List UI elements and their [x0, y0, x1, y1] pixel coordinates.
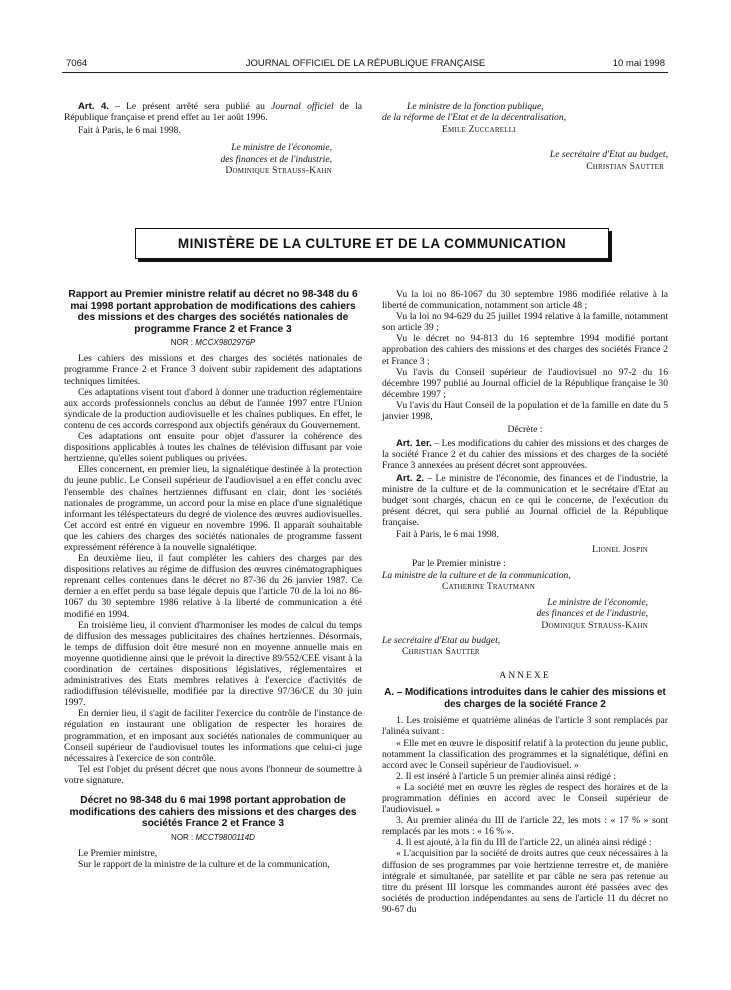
fait-a-paris: Fait à Paris, le 6 mai 1998. — [396, 528, 499, 540]
page-number: 7064 — [66, 58, 88, 69]
annexe-paragraph: « La société met en œuvre les règles de respect des horaires et de la programmation définies en accord avec le Conseil supérieur de l'audiovisuel. » — [382, 781, 668, 816]
signatory-title: Le ministre de la fonction publique, — [407, 101, 544, 112]
annexe-paragraph: « L'acquisition par la société de droits autres que ceux nécessaires à la diffusion de ses programmes par voie hertzienne terrestre et, de manière intégrale et simultanée, par satellite et par câble ne sera pas retenue au titre du présent III lorsque les commandes auront été passées avec des sociétés de production indépendantes au sens de l'article 11 du décret no 90-67 du — [382, 848, 668, 915]
paragraph: Ces adaptations visent tout d'abord à donner une traduction réglementaire aux accords professionnels conclus au début de l'année 1997 entre l'Union syndicale de la production audiovisuelle et les chaînes publiques. En effet, le contenu de ces accords correspond aux objectifs généraux du Gouvernement. — [64, 386, 362, 431]
decret-title: Décret no 98-348 du 6 mai 1998 portant approbation de modifications des cahiers des missions et des charges des sociétés France 2 et France 3 — [69, 795, 357, 830]
signatory-name: Lionel Jospin — [592, 544, 648, 556]
fait-a-paris: Fait à Paris, le 6 mai 1998. — [78, 125, 181, 137]
signatory-name: Catherine Trautmann — [442, 581, 535, 593]
signatory-title: des finances et de l'industrie, — [536, 608, 648, 620]
paragraph: Ces adaptations ont ensuite pour objet d'assurer la cohérence des dispositions applicables à toutes les chaînes de télévision diffusant par voie hertzienne, qu'elles soient publiques ou privées. — [64, 431, 362, 465]
signatory-title: Le secrétaire d'Etat au budget, — [382, 634, 501, 646]
issue-date: 10 mai 1998 — [612, 58, 665, 69]
signatory-name: Dominique Strauss-Kahn — [541, 619, 648, 631]
left-column — [64, 289, 362, 870]
signatory-title: Le ministre de l'économie, — [547, 596, 648, 608]
paragraph: En deuxième lieu, il faut compléter les cahiers des charges par des dispositions relatives au régime de diffusion des œuvres cinématographiques reprenant celles contenues dans le décret no 87-36 du 26 janvier 1987. Ce dernier a en effet perdu sa base légale depuis que l'article 70 de la loi no 86-1067 du 30 septembre 1986 relative à la liberté de communication a été modifié en 1994. — [64, 553, 362, 620]
annexe-body — [382, 715, 668, 915]
signatory-name: Emile Zuccarelli — [442, 123, 516, 135]
top-left-block — [64, 101, 362, 177]
journal-title: JOURNAL OFFICIEL DE LA RÉPUBLIQUE FRANÇAISE — [245, 58, 486, 69]
annexe-paragraph: « Elle met en œuvre le dispositif relatif à la protection du jeune public, notamment la classification des programmes et la signalétique, défini en accord avec le Conseil supérieur de l'audiovisuel. » — [382, 737, 668, 771]
right-column — [382, 289, 668, 915]
ministry-title: MINISTÈRE DE LA CULTURE ET DE LA COMMUNICATION — [135, 228, 609, 259]
signatory-title: Le ministre de l'économie, des finances et de l'industrie, — [220, 142, 332, 165]
signatory-title: de la réforme de l'Etat et de la décentralisation, — [382, 112, 567, 124]
visa-paragraph: Vu le décret no 94-813 du 16 septembre 1994 modifié portant approbation des cahiers des missions et des charges des sociétés France 2 et France 3 ; — [382, 333, 668, 367]
signatory-title: Le secrétaire d'Etat au budget, — [549, 149, 668, 161]
decret-nor: NOR : MCCT9800114D — [171, 832, 255, 842]
header-rule — [62, 72, 668, 73]
article-1: Art. 1er. – Les modifications du cahier des missions et des charges de la société France 2 et du cahier des missions et des charges de la société France 3 annexées au présent décret sont approuvées. — [382, 438, 668, 472]
visas — [382, 289, 668, 422]
paragraph: Elles concernent, en premier lieu, la signalétique destinée à la protection du jeune public. Le Conseil supérieur de l'audiovisuel a en effet conclu avec l'ensemble des chaînes hertziennes diffusant en clair, dont les sociétés nationales de programme, un accord pour la mise en place d'une signalétique informant les téléspectateurs du degré de violence des œuvres audiovisuelles. Cet accord est entré en vigueur en novembre 1996. Il apparaît souhaitable que les cahiers des charges des sociétés nationales de programme fassent expressément référence à la nouvelle signalétique. — [64, 464, 362, 553]
visa-paragraph: Vu la loi no 86-1067 du 30 septembre 1986 modifiée relative à la liberté de communication, notamment son article 48 ; — [382, 289, 668, 312]
rapport-nor: NOR : MCCX9802976P — [170, 338, 256, 348]
article-2: Art. 2. – Le ministre de l'économie, des finances et de l'industrie, la ministre de la culture et de la communication et le secrétaire d'Etat au budget sont chargés, chacun en ce qui le concerne, de l'exécution du présent décret, qui sera publié au Journal officiel de la République française. — [382, 472, 668, 528]
visa-paragraph: Vu l'avis du Conseil supérieur de l'audiovisuel no 97-2 du 16 décembre 1997 publié au Journal officiel de la République française le 30 décembre 1997 ; — [382, 366, 668, 400]
paragraph: En dernier lieu, il s'agit de faciliter l'exercice du contrôle de l'instance de régulation en instaurant une obligation de respecter les horaires de programmation, et en imposant aux sociétés nationales de communiquer au Conseil supérieur de l'audiovisuel toutes les informations que celui-ci juge nécessaires à l'exercice de son contrôle. — [64, 708, 362, 764]
paragraph: Sur le rapport de la ministre de la culture et de la communication, — [78, 858, 330, 870]
decrete: Décrète : — [507, 424, 543, 436]
annexe-paragraph: 3. Au premier alinéa du III de l'article 22, les mots : « 17 % » sont remplacés par les mots : « 16 % ». — [382, 815, 668, 838]
paragraph: En troisième lieu, il convient d'harmoniser les modes de calcul du temps de diffusion des messages publicitaires des chaînes hertziennes. Désormais, le temps de diffusion doit être mesuré non en moyenne annuelle mais en moyenne quotidienne ainsi que le prévoit la directive 89/552/CEE visant à la coordination de certaines dispositions législatives, réglementaires et administratives des Etats membres relatives à l'exercice d'activités de radiodiffusion télévisuelle, modifiée par la directive 97/36/CE du 30 juin 1997. — [64, 619, 362, 709]
article-4: Art. 4. – Le présent arrêté sera publié au Journal officiel de la République française et prend effet au 1er août 1996. — [64, 101, 362, 124]
par-premier-ministre: Par le Premier ministre : — [412, 558, 506, 570]
paragraph: Le Premier ministre, — [78, 847, 158, 859]
signatory-name: Christian Sautter — [586, 160, 664, 172]
paragraph: Tel est l'objet du présent décret que nous avons l'honneur de soumettre à votre signature. — [64, 763, 362, 786]
decret-body — [64, 848, 362, 870]
annexe-heading: ANNEXE — [499, 669, 551, 681]
signatory-title: La ministre de la culture et de la communication, — [382, 569, 571, 581]
top-right-block — [382, 101, 668, 172]
visa-paragraph: Vu l'avis du Haut Conseil de la population et de la famille en date du 5 janvier 1998, — [382, 399, 668, 423]
signatory-name: Christian Sautter — [402, 646, 480, 658]
annexe-paragraph: 1. Les troisième et quatrième alinéas de l'article 3 sont remplacés par l'alinéa suivant : — [382, 715, 668, 738]
visa-paragraph: Vu la loi no 94-629 du 25 juillet 1994 relative à la famille, notamment son article 39 ; — [382, 311, 668, 334]
annexe-paragraph: 4. Il est ajouté, à la fin du III de l'article 22, un alinéa ainsi rédigé : — [396, 837, 652, 849]
annexe-a-title: A. – Modifications introduites dans le cahier des missions et des charges de la société France 2 — [384, 687, 666, 710]
signatory-name: Dominique Strauss-Kahn — [225, 165, 332, 177]
rapport-body — [64, 353, 362, 786]
annexe-paragraph: 2. Il est inséré à l'article 5 un premier alinéa ainsi rédigé : — [396, 770, 616, 782]
paragraph: Les cahiers des missions et des charges des sociétés nationales de programme France 2 et France 3 doivent subir rapidement des adaptations techniques limitées. — [64, 353, 362, 387]
rapport-title: Rapport au Premier ministre relatif au décret no 98-348 du 6 mai 1998 portant approbation de modifications des cahiers des missions et des charges des sociétés nationales de programme France 2 et France 3 — [68, 289, 358, 335]
